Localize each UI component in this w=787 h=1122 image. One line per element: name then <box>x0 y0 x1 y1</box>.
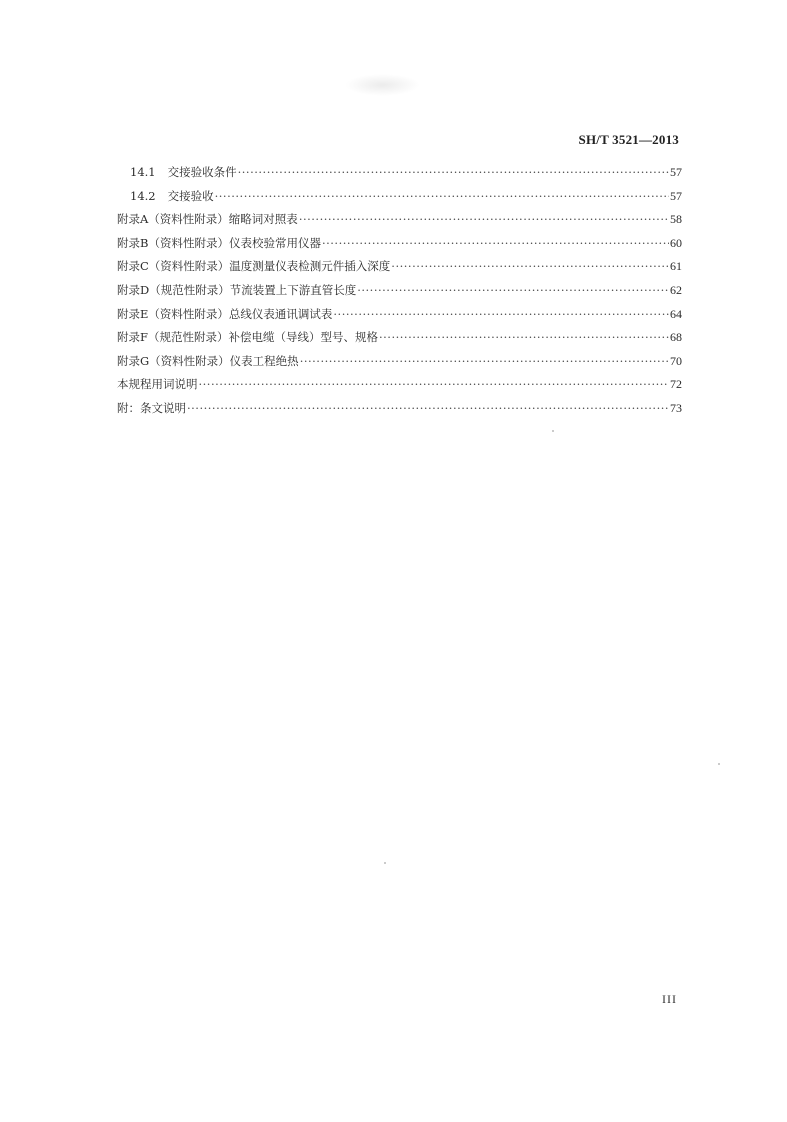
toc-entry-title: 附录G（资料性附录）仪表工程绝热 <box>117 353 299 368</box>
toc-entry <box>117 211 682 235</box>
toc-entry-page: 72 <box>670 377 682 392</box>
toc-leader-dots <box>300 354 669 368</box>
toc-leader-dots <box>215 189 669 203</box>
toc-entry-title: 附录B（资料性附录）仪表校验常用仪器 <box>117 235 321 250</box>
toc-leader-dots <box>357 283 669 297</box>
toc-entry-title: 附：条文说明 <box>117 400 186 415</box>
toc-entry-page: 73 <box>670 400 682 415</box>
toc-entry <box>117 282 682 306</box>
toc-entry-page: 64 <box>670 306 682 321</box>
toc-entry <box>117 376 682 400</box>
toc-entry <box>117 235 682 259</box>
toc-entry-page: 61 <box>670 259 682 274</box>
scan-smudge <box>345 74 420 96</box>
toc-entry-page: 58 <box>670 212 682 227</box>
toc-leader-dots <box>391 259 669 273</box>
toc-leader-dots <box>333 307 669 321</box>
toc-entry <box>117 164 682 188</box>
toc-entry-page: 68 <box>670 330 682 345</box>
toc-leader-dots <box>187 401 669 415</box>
toc-entry-number: 14.2 <box>130 188 156 203</box>
scan-speck <box>384 862 386 864</box>
toc-entry-title: 附录E（资料性附录）总线仪表通讯调试表 <box>117 306 333 321</box>
toc-entry <box>117 400 682 424</box>
toc-entry-page: 70 <box>670 353 682 368</box>
toc-entry <box>117 306 682 330</box>
toc-entry-title: 附录A（资料性附录）缩略词对照表 <box>117 212 298 227</box>
toc-entry-page: 57 <box>670 165 682 179</box>
toc-entry-title: 交接验收 <box>167 188 214 203</box>
toc-leader-dots <box>379 330 669 344</box>
toc-entry-page: 57 <box>670 188 682 203</box>
scan-speck <box>718 763 720 765</box>
toc-entry-title: 附录F（规范性附录）补偿电缆（导线）型号、规格 <box>117 330 378 345</box>
toc-entry-page: 60 <box>670 235 682 250</box>
toc-leader-dots <box>322 236 669 250</box>
toc-entry-title: 附录D（规范性附录）节流装置上下游直管长度 <box>117 282 357 297</box>
table-of-contents <box>117 164 682 424</box>
toc-entry <box>117 188 682 212</box>
toc-entry-number: 14.1 <box>130 165 156 179</box>
toc-entry-title: 附录C（资料性附录）温度测量仪表检测元件插入深度 <box>117 259 391 274</box>
toc-entry <box>117 353 682 377</box>
toc-leader-dots <box>238 165 669 179</box>
toc-entry-title: 交接验收条件 <box>167 165 237 179</box>
toc-entry <box>117 329 682 353</box>
scan-speck <box>552 430 554 432</box>
standard-code: SH/T 3521—2013 <box>578 132 679 147</box>
toc-entry-page: 62 <box>670 282 682 297</box>
toc-entry-title: 本规程用词说明 <box>117 377 198 392</box>
toc-leader-dots <box>299 212 669 226</box>
toc-leader-dots <box>199 377 670 391</box>
page-number: III <box>662 992 677 1006</box>
toc-entry <box>117 258 682 282</box>
